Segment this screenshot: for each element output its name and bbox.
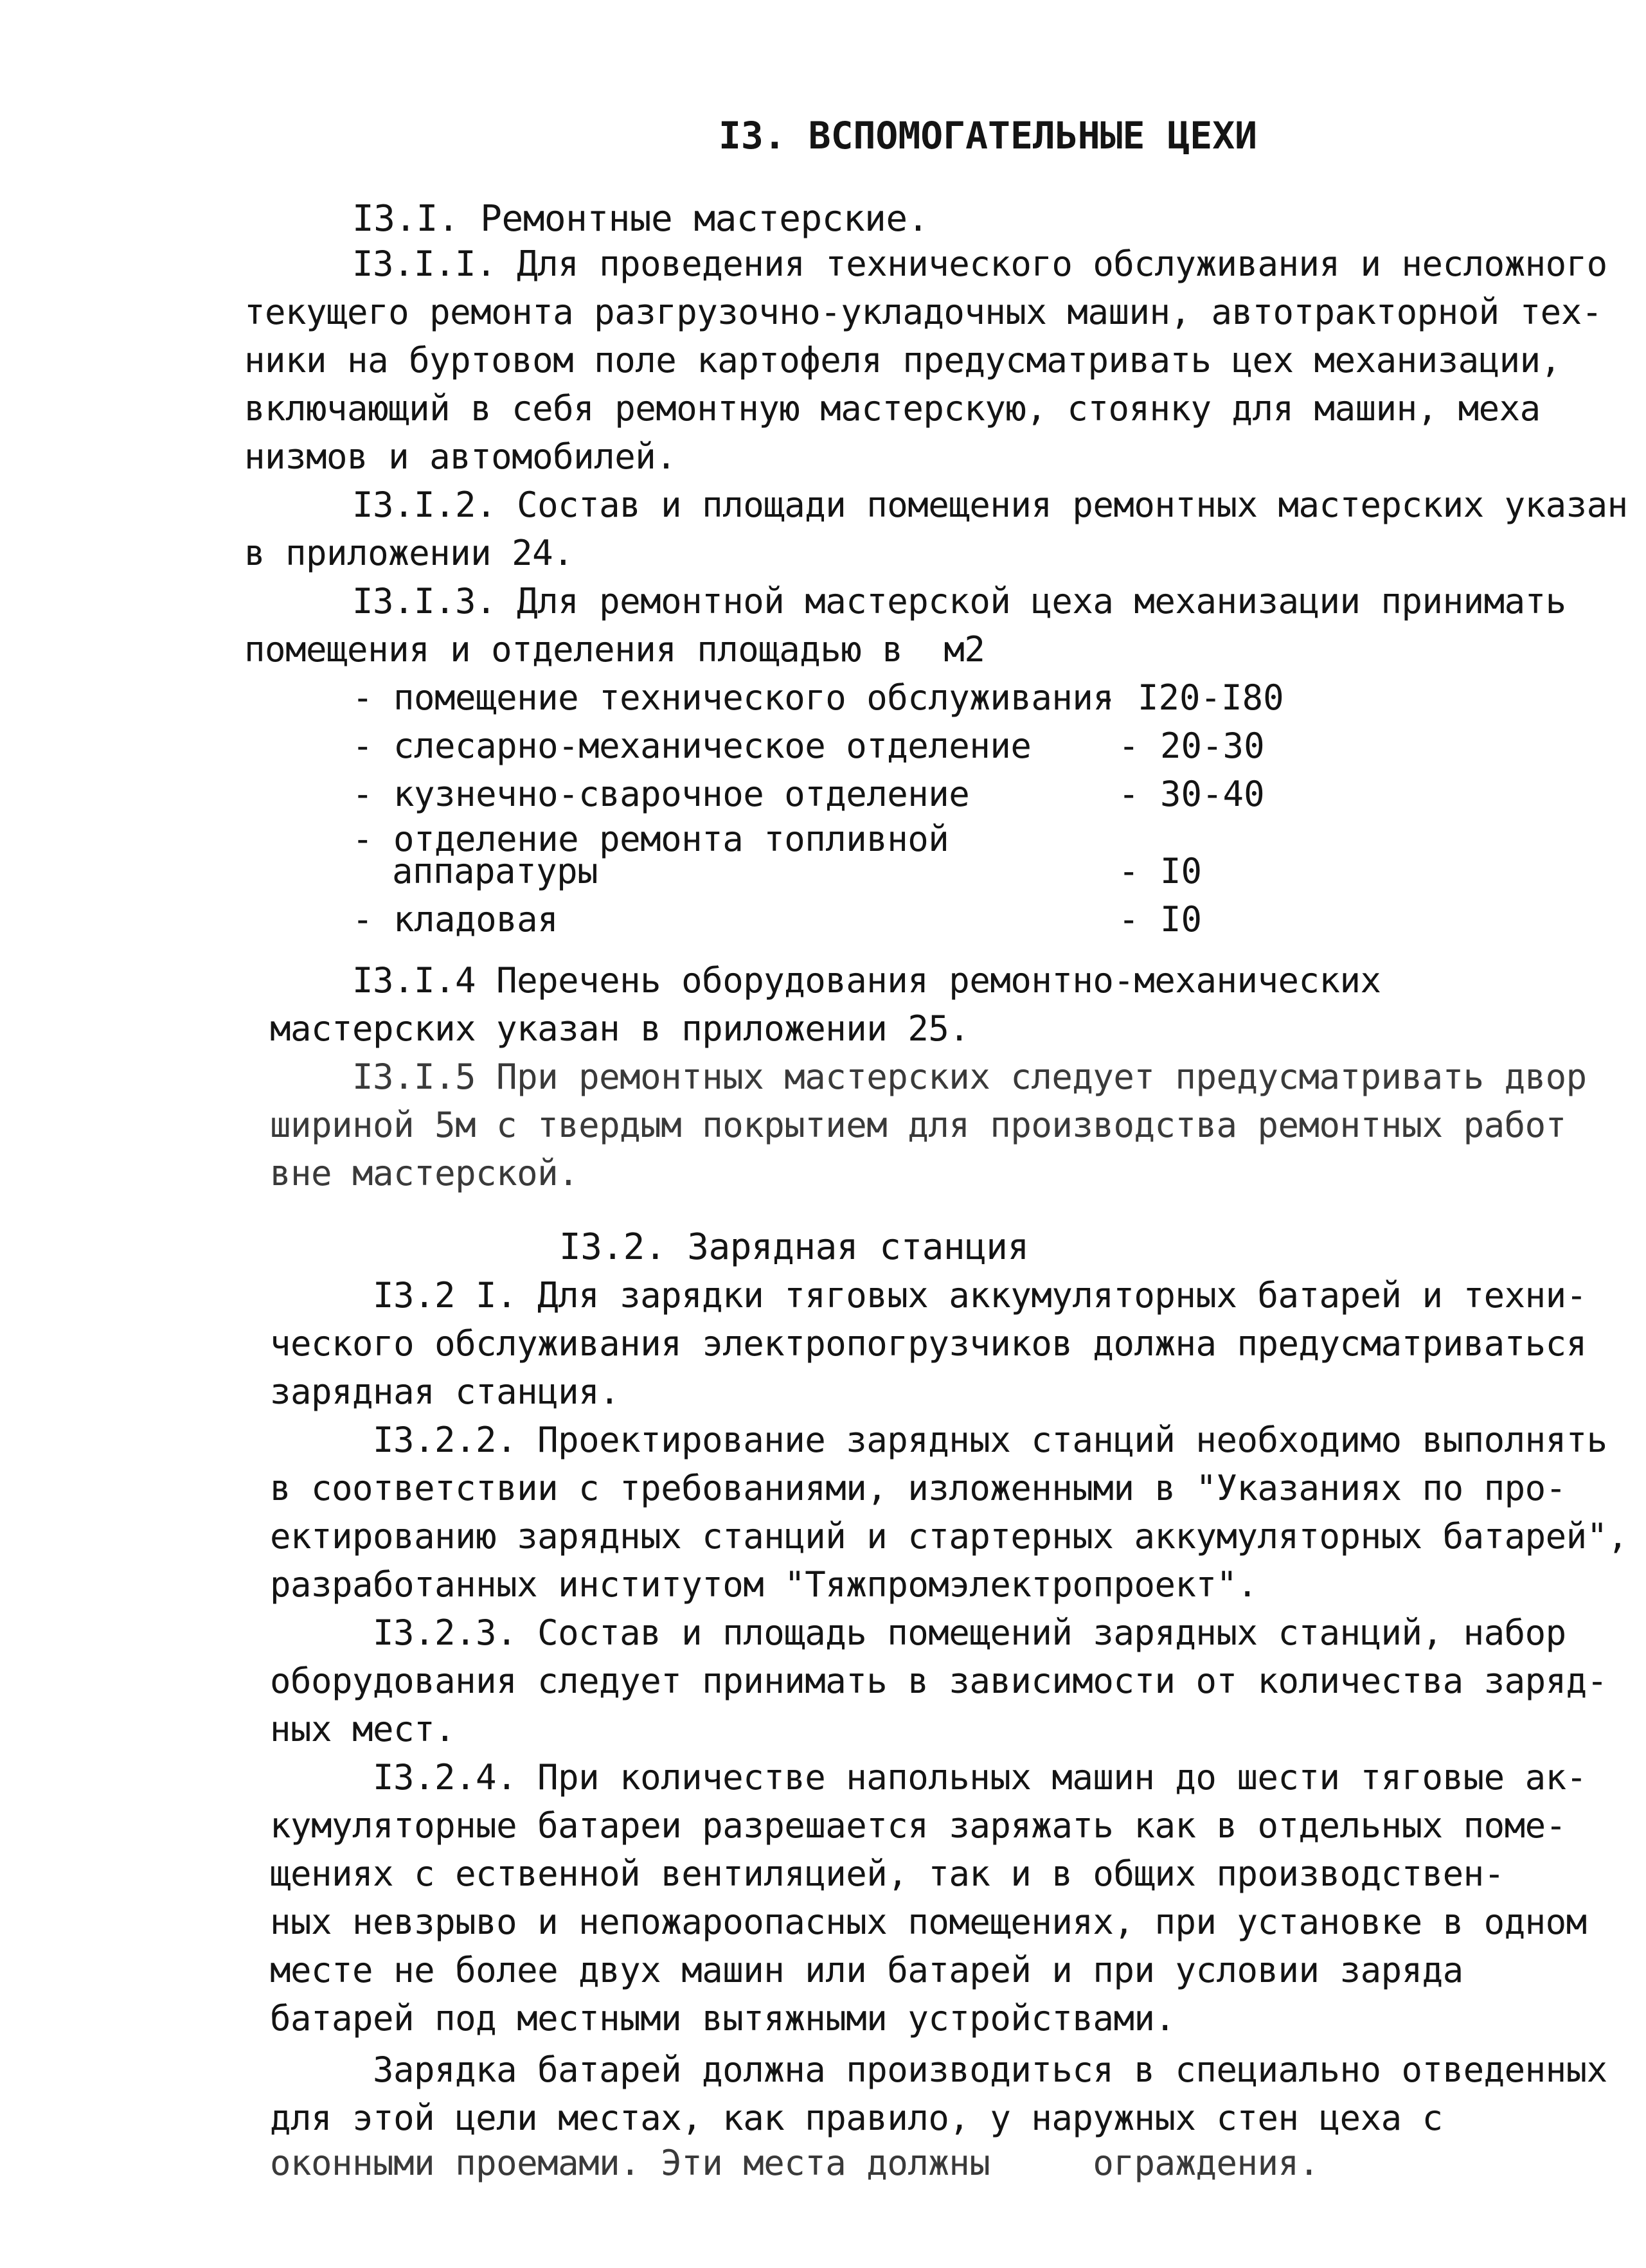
paragraph-13-2-1-line: ческого обслуживания электропогрузчиков должна предусматриваться — [270, 1323, 1587, 1364]
room-list-item: - отделение ремонта топливной — [352, 819, 949, 859]
room-list-value: - I20-I80 — [1096, 677, 1284, 718]
paragraph-13-1-3-line: помещения и отделения площадью в м2 — [244, 629, 985, 670]
room-list-value: - 30-40 — [1118, 774, 1265, 814]
paragraph-battery-charging-line: для этой цели местах, как правило, у наружных стен цеха с — [270, 2098, 1443, 2138]
paragraph-13-2-2-line: в соответствии с требованиями, изложенными в "Указаниях по про- — [270, 1468, 1566, 1508]
room-list-value: - I0 — [1118, 851, 1203, 891]
paragraph-13-1-1-line: включающий в себя ремонтную мастерскую, стоянку для машин, меха — [244, 388, 1541, 429]
paragraph-13-1-2-line: в приложении 24. — [244, 533, 574, 573]
paragraph-13-1-4-line: I3.I.4 Перечень оборудования ремонтно-механических — [352, 960, 1381, 1001]
paragraph-13-1-3-line: I3.I.3. Для ремонтной мастерской цеха механизации принимать — [352, 581, 1566, 621]
subsection-heading-charging-station: I3.2. Зарядная станция — [559, 1226, 1029, 1268]
room-list-item: - помещение технического обслуживания — [352, 677, 1114, 718]
subsection-heading-repair-workshops: I3.I. Ремонтные мастерские. — [352, 198, 929, 240]
paragraph-13-2-2-line: разработанных институтом "Тяжпромэлектропроект". — [270, 1564, 1258, 1605]
paragraph-13-2-4-line: кумуляторные батареи разрешается заряжать как в отдельных поме- — [270, 1805, 1566, 1846]
paragraph-13-2-1-line: зарядная станция. — [270, 1371, 620, 1412]
paragraph-13-1-5-line: шириной 5м с твердым покрытием для производства ремонтных работ — [270, 1105, 1566, 1145]
paragraph-13-2-3-line: оборудования следует принимать в зависимости от количества заряд- — [270, 1661, 1607, 1701]
paragraph-13-1-1-line: низмов и автомобилей. — [244, 436, 677, 477]
paragraph-13-1-1-line: I3.I.I. Для проведения технического обслуживания и несложного — [352, 244, 1607, 284]
paragraph-13-2-4-line: ных невзрыво и непожароопасных помещениях, при установке в одном — [270, 1902, 1587, 1942]
paragraph-battery-charging-line: оконными проемами. Эти места должны ограждения. — [270, 2143, 1319, 2183]
paragraph-13-2-4-line: месте не более двух машин или батарей и при условии заряда — [270, 1950, 1463, 1990]
room-list-value: - I0 — [1118, 899, 1203, 940]
paragraph-13-2-3-line: I3.2.3. Состав и площадь помещений зарядных станций, набор — [373, 1612, 1566, 1653]
paragraph-13-1-5-line: I3.I.5 При ремонтных мастерских следует предусматривать двор — [352, 1057, 1587, 1097]
room-list-value: - 20-30 — [1118, 726, 1265, 766]
room-list-item: - слесарно-механическое отделение — [352, 726, 1032, 766]
room-list-item: - кузнечно-сварочное отделение — [352, 774, 970, 814]
paragraph-13-2-4-line: батарей под местными вытяжными устройствами. — [270, 1998, 1176, 2039]
paragraph-13-2-2-line: I3.2.2. Проектирование зарядных станций необходимо выполнять — [373, 1420, 1607, 1460]
paragraph-13-2-1-line: I3.2 I. Для зарядки тяговых аккумуляторных батарей и техни- — [373, 1275, 1587, 1316]
paragraph-13-2-2-line: ектированию зарядных станций и стартерных аккумуляторных батарей", — [270, 1516, 1628, 1557]
paragraph-battery-charging-line: Зарядка батарей должна производиться в специально отведенных — [373, 2049, 1607, 2090]
paragraph-13-1-2-line: I3.I.2. Состав и площади помещения ремонтных мастерских указан — [352, 485, 1628, 525]
paragraph-13-2-4-line: I3.2.4. При количестве напольных машин до шести тяговые ак- — [373, 1757, 1587, 1798]
paragraph-13-2-3-line: ных мест. — [270, 1709, 456, 1749]
paragraph-13-1-1-line: текущего ремонта разгрузочно-укладочных машин, автотракторной тех- — [244, 292, 1602, 332]
paragraph-13-1-5-line: вне мастерской. — [270, 1153, 579, 1193]
paragraph-13-2-4-line: щениях с ественной вентиляцией, так и в общих производствен- — [270, 1853, 1505, 1894]
paragraph-13-1-4-line: мастерских указан в приложении 25. — [270, 1008, 970, 1049]
paragraph-13-1-1-line: ники на буртовом поле картофеля предусматривать цех механизации, — [244, 340, 1561, 380]
room-list-item: - кладовая — [352, 899, 559, 940]
room-list-item-continuation: аппаратуры — [392, 851, 598, 891]
section-title: I3. ВСПОМОГАТЕЛЬНЫЕ ЦЕХИ — [719, 114, 1258, 157]
